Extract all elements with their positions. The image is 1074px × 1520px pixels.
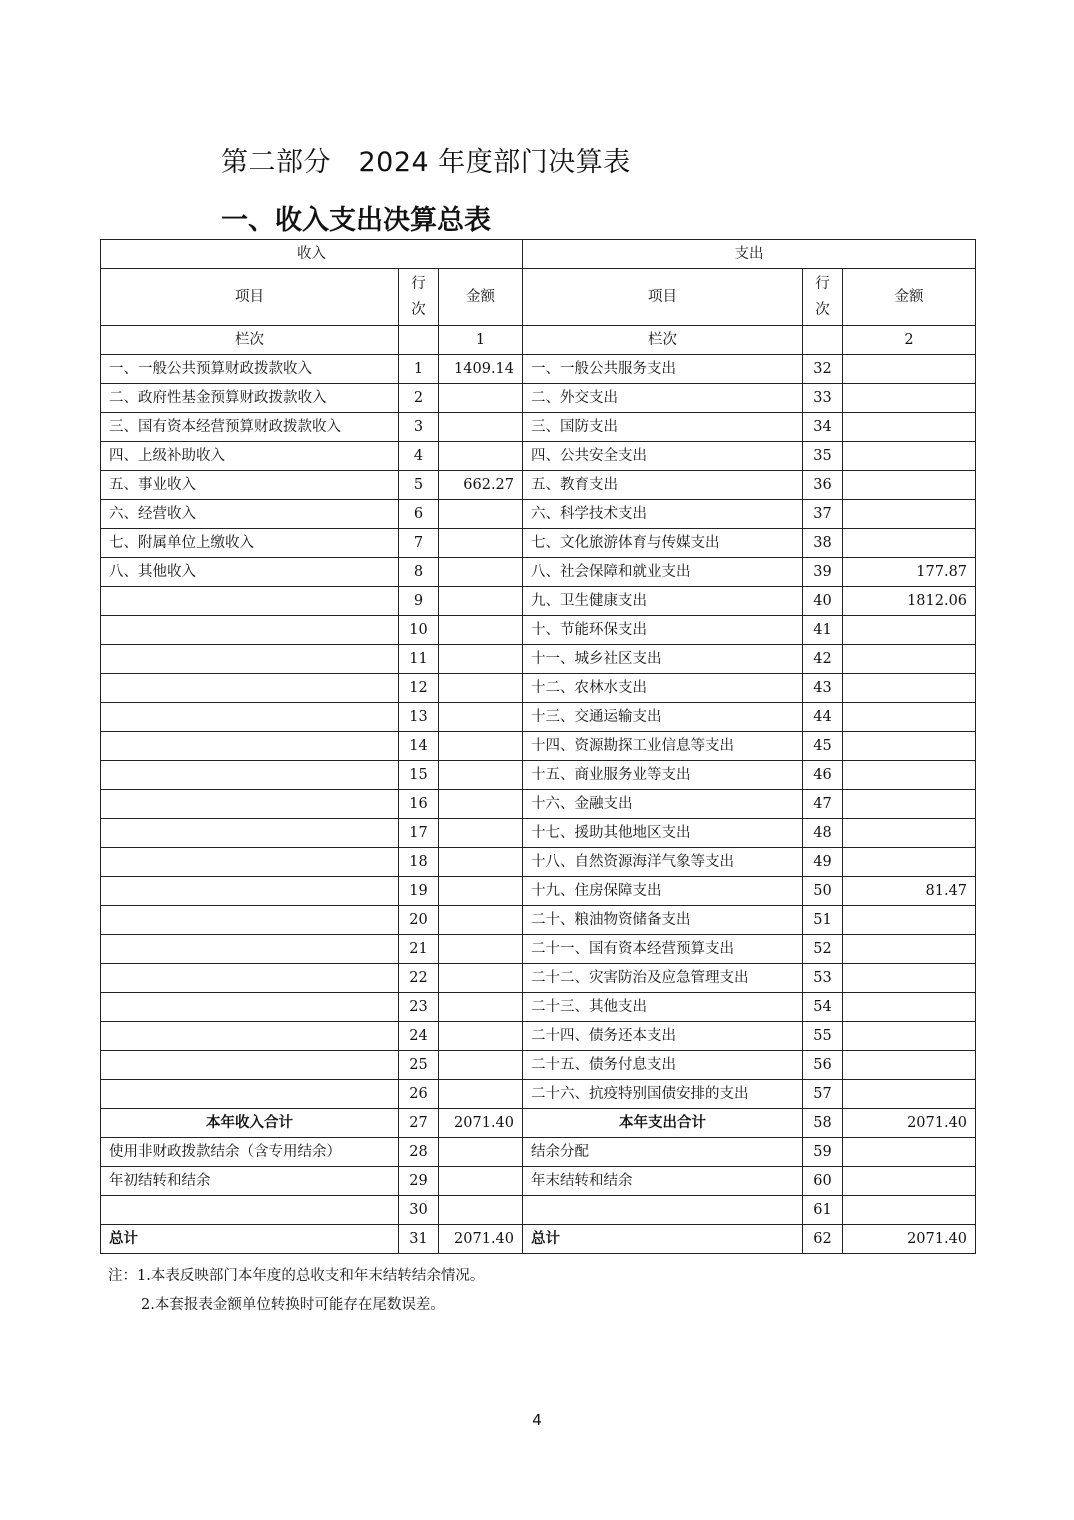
expense-item: 结余分配: [523, 1138, 803, 1167]
income-row-number: 10: [399, 616, 439, 645]
rowno-header-line1: 行: [411, 276, 426, 292]
income-row-number: 27: [399, 1109, 439, 1138]
expense-item: 六、科学技术支出: [523, 500, 803, 529]
income-row-number: 15: [399, 761, 439, 790]
income-item: [101, 1051, 399, 1080]
expense-row-number: 57: [803, 1080, 843, 1109]
rowno-header-line2: 次: [815, 302, 830, 318]
expense-row-number: 62: [803, 1225, 843, 1254]
income-amount: 662.27: [439, 471, 523, 500]
expense-amount: [843, 1196, 976, 1225]
expense-row-number: 40: [803, 587, 843, 616]
income-amount: [439, 442, 523, 471]
header-row-columns: [101, 269, 976, 326]
expense-item: [523, 1196, 803, 1225]
income-expense-summary-table: [100, 239, 976, 1254]
total-row: [101, 1225, 976, 1254]
expense-row-number: 50: [803, 877, 843, 906]
table-row: [101, 877, 976, 906]
table-row: [101, 964, 976, 993]
expense-amount: [843, 732, 976, 761]
table-row: [101, 1080, 976, 1109]
expense-amount: [843, 500, 976, 529]
part-title: 第二部分 2024 年度部门决算表: [221, 147, 631, 178]
income-amount: [439, 906, 523, 935]
expense-item: 二十、粮油物资储备支出: [523, 906, 803, 935]
expense-amount: [843, 1167, 976, 1196]
income-amount: [439, 761, 523, 790]
expense-row-number: 60: [803, 1167, 843, 1196]
income-item: 七、附属单位上缴收入: [101, 529, 399, 558]
expense-item: 二十一、国有资本经营预算支出: [523, 935, 803, 964]
table-row: [101, 616, 976, 645]
income-amount: [439, 616, 523, 645]
expense-rowno-header: [803, 269, 843, 326]
expense-item: 三、国防支出: [523, 413, 803, 442]
expense-row-number: 38: [803, 529, 843, 558]
income-item: 六、经营收入: [101, 500, 399, 529]
income-amount: [439, 964, 523, 993]
expense-amount: 2071.40: [843, 1225, 976, 1254]
expense-amount: 81.47: [843, 877, 976, 906]
table-row: [101, 384, 976, 413]
income-amount: [439, 790, 523, 819]
income-row-number: 21: [399, 935, 439, 964]
expense-amount: [843, 906, 976, 935]
expense-amount: [843, 355, 976, 384]
income-row-number: 24: [399, 1022, 439, 1051]
section-title: 一、收入支出决算总表: [221, 205, 491, 236]
expense-amount: [843, 761, 976, 790]
income-item: [101, 877, 399, 906]
header-row-sections: [101, 240, 976, 269]
table-row: [101, 674, 976, 703]
income-row-number: 11: [399, 645, 439, 674]
income-row-number: 1: [399, 355, 439, 384]
table-row: [101, 1051, 976, 1080]
table-row: [101, 703, 976, 732]
expense-row-number: 46: [803, 761, 843, 790]
expense-amount: [843, 674, 976, 703]
income-column-rowno-empty: [399, 326, 439, 355]
table-row: [101, 355, 976, 384]
income-row-number: 20: [399, 906, 439, 935]
income-row-number: 26: [399, 1080, 439, 1109]
income-item: 使用非财政拨款结余（含专用结余）: [101, 1138, 399, 1167]
expense-row-number: 41: [803, 616, 843, 645]
expense-row-number: 32: [803, 355, 843, 384]
income-item: 四、上级补助收入: [101, 442, 399, 471]
expense-item: 二、外交支出: [523, 384, 803, 413]
income-item: 本年收入合计: [101, 1109, 399, 1138]
table-row: [101, 732, 976, 761]
income-item: [101, 1196, 399, 1225]
table-row: [101, 471, 976, 500]
income-item: [101, 964, 399, 993]
income-amount: [439, 587, 523, 616]
income-item: [101, 935, 399, 964]
income-item: 一、一般公共预算财政拨款收入: [101, 355, 399, 384]
income-amount: [439, 500, 523, 529]
table-row: [101, 442, 976, 471]
expense-item: 二十六、抗疫特别国债安排的支出: [523, 1080, 803, 1109]
expense-row-number: 42: [803, 645, 843, 674]
income-rowno-header: [399, 269, 439, 326]
expense-item: 二十二、灾害防治及应急管理支出: [523, 964, 803, 993]
income-row-number: 23: [399, 993, 439, 1022]
income-item: 年初结转和结余: [101, 1167, 399, 1196]
income-row-number: 4: [399, 442, 439, 471]
income-row-number: 31: [399, 1225, 439, 1254]
expense-amount: [843, 616, 976, 645]
income-amount: [439, 384, 523, 413]
note-2: 2.本套报表金额单位转换时可能存在尾数误差。: [141, 1297, 445, 1313]
table-row: [101, 1138, 976, 1167]
expense-amount: [843, 471, 976, 500]
table-row: [101, 1022, 976, 1051]
income-amount: [439, 935, 523, 964]
expense-amount: [843, 1051, 976, 1080]
income-row-number: 13: [399, 703, 439, 732]
expense-item: 十、节能环保支出: [523, 616, 803, 645]
income-amount: [439, 645, 523, 674]
expense-item: 四、公共安全支出: [523, 442, 803, 471]
expense-row-number: 59: [803, 1138, 843, 1167]
income-row-number: 28: [399, 1138, 439, 1167]
income-item: [101, 819, 399, 848]
expense-amount: [843, 442, 976, 471]
table-row: [101, 558, 976, 587]
expense-row-number: 49: [803, 848, 843, 877]
income-row-number: 5: [399, 471, 439, 500]
rowno-header-line2: 次: [411, 302, 426, 318]
table-row: [101, 761, 976, 790]
income-item: [101, 674, 399, 703]
expense-item: 二十四、债务还本支出: [523, 1022, 803, 1051]
income-row-number: 7: [399, 529, 439, 558]
table-notes: [108, 1262, 484, 1320]
income-row-number: 6: [399, 500, 439, 529]
income-column-number: 1: [439, 326, 523, 355]
income-row-number: 25: [399, 1051, 439, 1080]
expense-item: 十六、金融支出: [523, 790, 803, 819]
expense-row-number: 43: [803, 674, 843, 703]
expense-column-number: 2: [843, 326, 976, 355]
income-row-number: 29: [399, 1167, 439, 1196]
table-row: [101, 1196, 976, 1225]
expense-row-number: 47: [803, 790, 843, 819]
income-item: 五、事业收入: [101, 471, 399, 500]
income-row-number: 2: [399, 384, 439, 413]
expense-row-number: 52: [803, 935, 843, 964]
table-row: [101, 500, 976, 529]
page-number: 4: [532, 1411, 542, 1429]
table-row: [101, 1167, 976, 1196]
income-item-header: 项目: [101, 269, 399, 326]
income-amount: [439, 674, 523, 703]
expense-item: 二十五、债务付息支出: [523, 1051, 803, 1080]
expense-item: 十八、自然资源海洋气象等支出: [523, 848, 803, 877]
expense-row-number: 37: [803, 500, 843, 529]
expense-item: 十三、交通运输支出: [523, 703, 803, 732]
expense-amount: [843, 993, 976, 1022]
expense-item: 十二、农林水支出: [523, 674, 803, 703]
expense-amount: 177.87: [843, 558, 976, 587]
income-row-number: 19: [399, 877, 439, 906]
income-amount: [439, 703, 523, 732]
income-amount: [439, 732, 523, 761]
expense-amount: [843, 935, 976, 964]
expense-row-number: 48: [803, 819, 843, 848]
expense-header: 支出: [523, 240, 976, 269]
income-row-number: 30: [399, 1196, 439, 1225]
income-row-number: 12: [399, 674, 439, 703]
expense-row-number: 51: [803, 906, 843, 935]
income-amount: [439, 1167, 523, 1196]
expense-item: 十七、援助其他地区支出: [523, 819, 803, 848]
table-row: [101, 790, 976, 819]
expense-row-number: 36: [803, 471, 843, 500]
note-1: 注：1.本表反映部门本年度的总收支和年末结转结余情况。: [108, 1268, 485, 1284]
income-row-number: 17: [399, 819, 439, 848]
income-amount: [439, 1051, 523, 1080]
expense-row-number: 56: [803, 1051, 843, 1080]
expense-item: 八、社会保障和就业支出: [523, 558, 803, 587]
table-row: [101, 413, 976, 442]
table-row: [101, 645, 976, 674]
income-item: [101, 993, 399, 1022]
expense-amount: [843, 703, 976, 732]
expense-amount: 1812.06: [843, 587, 976, 616]
expense-row-number: 39: [803, 558, 843, 587]
expense-item: 五、教育支出: [523, 471, 803, 500]
expense-row-number: 35: [803, 442, 843, 471]
income-amount: [439, 529, 523, 558]
income-row-number: 22: [399, 964, 439, 993]
column-number-row: [101, 326, 976, 355]
income-item: 总计: [101, 1225, 399, 1254]
expense-row-number: 58: [803, 1109, 843, 1138]
income-amount: 2071.40: [439, 1225, 523, 1254]
income-amount: [439, 1138, 523, 1167]
table-row: [101, 906, 976, 935]
income-item: [101, 1080, 399, 1109]
table-row: [101, 993, 976, 1022]
income-amount: [439, 1080, 523, 1109]
expense-row-number: 34: [803, 413, 843, 442]
expense-item: 九、卫生健康支出: [523, 587, 803, 616]
income-row-number: 3: [399, 413, 439, 442]
income-item: [101, 906, 399, 935]
income-amount: [439, 558, 523, 587]
income-amount: [439, 1196, 523, 1225]
expense-item: 一、一般公共服务支出: [523, 355, 803, 384]
income-row-number: 14: [399, 732, 439, 761]
income-header: 收入: [101, 240, 523, 269]
expense-row-number: 45: [803, 732, 843, 761]
expense-amount: [843, 848, 976, 877]
income-item: [101, 645, 399, 674]
expense-item: 二十三、其他支出: [523, 993, 803, 1022]
income-amount: [439, 993, 523, 1022]
expense-amount: [843, 964, 976, 993]
income-amount: [439, 877, 523, 906]
income-amount: 1409.14: [439, 355, 523, 384]
income-column-label: 栏次: [101, 326, 399, 355]
expense-row-number: 55: [803, 1022, 843, 1051]
income-item: [101, 703, 399, 732]
income-item: [101, 587, 399, 616]
expense-amount: [843, 819, 976, 848]
income-amount: [439, 819, 523, 848]
expense-item: 十一、城乡社区支出: [523, 645, 803, 674]
expense-amount: [843, 1022, 976, 1051]
income-item: [101, 790, 399, 819]
expense-item: 十九、住房保障支出: [523, 877, 803, 906]
expense-amount: [843, 529, 976, 558]
expense-column-label: 栏次: [523, 326, 803, 355]
subtotal-row: [101, 1109, 976, 1138]
expense-row-number: 53: [803, 964, 843, 993]
income-amount: 2071.40: [439, 1109, 523, 1138]
table-row: [101, 587, 976, 616]
expense-amount-header: 金额: [843, 269, 976, 326]
income-row-number: 9: [399, 587, 439, 616]
expense-row-number: 44: [803, 703, 843, 732]
expense-column-rowno-empty: [803, 326, 843, 355]
table-row: [101, 848, 976, 877]
expense-item-header: 项目: [523, 269, 803, 326]
income-item: [101, 732, 399, 761]
income-amount: [439, 1022, 523, 1051]
income-amount: [439, 413, 523, 442]
income-item: [101, 616, 399, 645]
expense-row-number: 54: [803, 993, 843, 1022]
expense-item: 年末结转和结余: [523, 1167, 803, 1196]
income-item: 二、政府性基金预算财政拨款收入: [101, 384, 399, 413]
expense-amount: 2071.40: [843, 1109, 976, 1138]
expense-item: 本年支出合计: [523, 1109, 803, 1138]
table-row: [101, 935, 976, 964]
table-row: [101, 819, 976, 848]
income-item: 三、国有资本经营预算财政拨款收入: [101, 413, 399, 442]
expense-amount: [843, 384, 976, 413]
expense-amount: [843, 790, 976, 819]
income-amount: [439, 848, 523, 877]
expense-amount: [843, 645, 976, 674]
expense-item: 总计: [523, 1225, 803, 1254]
expense-item: 七、文化旅游体育与传媒支出: [523, 529, 803, 558]
income-row-number: 8: [399, 558, 439, 587]
income-item: [101, 848, 399, 877]
expense-item: 十五、商业服务业等支出: [523, 761, 803, 790]
income-item: [101, 1022, 399, 1051]
expense-amount: [843, 1080, 976, 1109]
income-amount-header: 金额: [439, 269, 523, 326]
income-item: 八、其他收入: [101, 558, 399, 587]
expense-amount: [843, 1138, 976, 1167]
income-item: [101, 761, 399, 790]
rowno-header-line1: 行: [815, 276, 830, 292]
income-row-number: 16: [399, 790, 439, 819]
expense-item: 十四、资源勘探工业信息等支出: [523, 732, 803, 761]
expense-row-number: 33: [803, 384, 843, 413]
expense-amount: [843, 413, 976, 442]
table-row: [101, 529, 976, 558]
expense-row-number: 61: [803, 1196, 843, 1225]
income-row-number: 18: [399, 848, 439, 877]
